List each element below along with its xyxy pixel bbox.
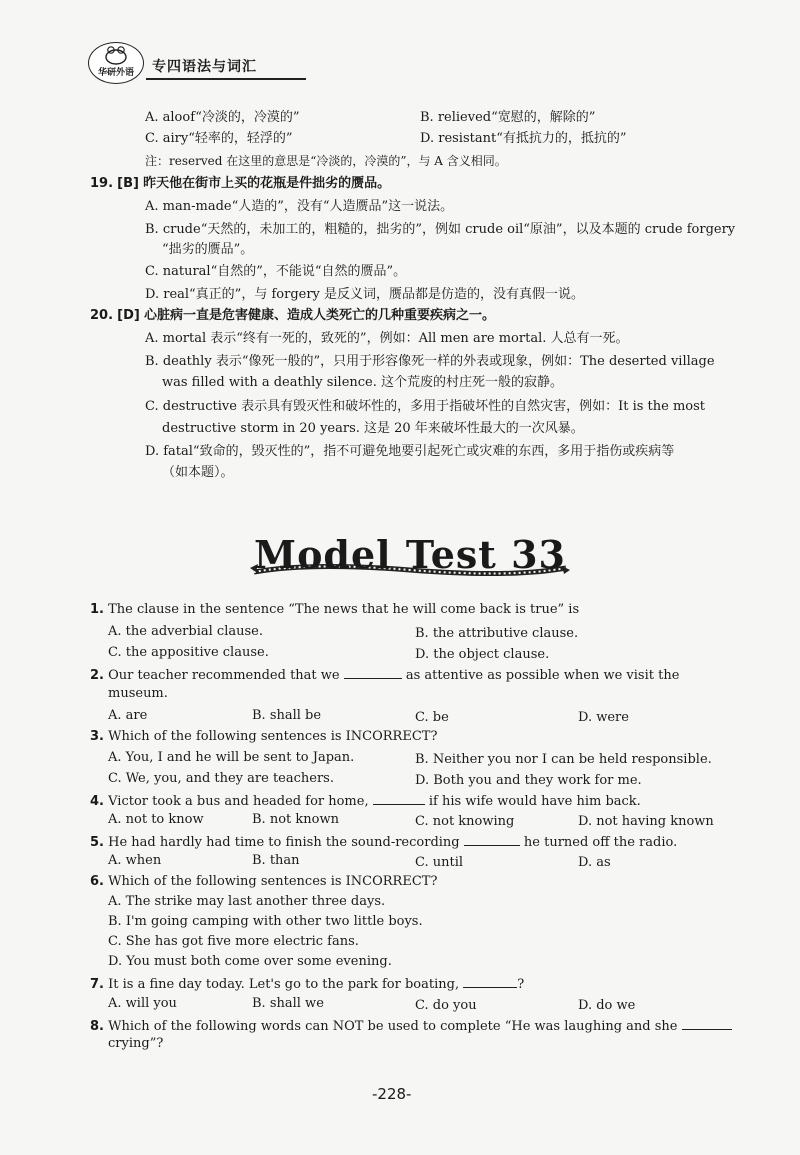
option-c: C. the appositive clause. <box>108 645 269 660</box>
question-2 <box>90 666 679 684</box>
explanation-b: B. crude“天然的，未加工的，粗糙的，拙劣的”，例如 crude oil“原油”，以及本题的 crude forgery <box>145 222 736 237</box>
question-stem: Which of the following sentences is INCORRECT? <box>108 729 438 744</box>
question-stem-cont: ? <box>517 977 525 992</box>
option-d: D. were <box>578 710 629 725</box>
question-5 <box>90 833 677 851</box>
option-b: B. than <box>252 853 300 868</box>
question-number: 2. <box>90 668 104 683</box>
explanation-a: A. mortal 表示“终有一死的，致死的”，例如：All men are mortal. 人总有一死。 <box>145 331 629 346</box>
answer-note: 注：reserved 在这里的意思是“冷淡的，冷漠的”，与 A 含义相同。 <box>145 154 507 168</box>
question-stem: It is a fine day today. Let's go to the park for boating, <box>108 977 460 992</box>
option-a: A. are <box>108 708 148 723</box>
question-stem: He had hardly had time to finish the sound-recording <box>108 835 460 850</box>
explanation-a: A. man-made“人造的”，没有“人造赝品”这一说法。 <box>145 199 454 214</box>
question-stem: Our teacher recommended that we <box>108 668 340 683</box>
option-a: A. not to know <box>108 812 204 827</box>
explanation-d: D. fatal“致命的，毁灭性的”，指不可避免地要引起死亡或灾难的东西，多用于指伤或疾病等 <box>145 444 675 459</box>
option-a: A. the adverbial clause. <box>108 624 263 639</box>
explanation-d-cont: （如本题）。 <box>162 465 234 480</box>
test-title: Model Test 33 <box>254 532 566 577</box>
option-b: B. Neither you nor I can be held responsible. <box>415 752 712 767</box>
question-number: 1. <box>90 602 104 617</box>
option-c: C. She has got five more electric fans. <box>108 934 359 949</box>
question-8 <box>90 1017 732 1035</box>
question-stem: The clause in the sentence “The news that he will come back is true” is <box>108 602 580 617</box>
option-b: B. shall we <box>252 996 324 1011</box>
option-a: A. You, I and he will be sent to Japan. <box>108 750 355 765</box>
question-4 <box>90 792 641 810</box>
answer-key: [B] <box>117 176 139 191</box>
question-stem: Which of the following sentences is INCORRECT? <box>108 874 438 889</box>
publisher-logo <box>88 42 144 84</box>
question-3 <box>90 729 437 745</box>
question-number: 7. <box>90 977 104 992</box>
answer-translation: 心脏病一直是危害健康、造成人类死亡的几种重要疾病之一。 <box>144 308 496 323</box>
option-c: C. do you <box>415 998 477 1013</box>
option-b: B. not known <box>252 812 339 827</box>
logo-icon <box>103 45 129 65</box>
answer-19-heading <box>90 176 390 192</box>
answer-translation: 昨天他在街市上买的花瓶是件拙劣的赝品。 <box>143 176 391 191</box>
question-stem-cont: as attentive as possible when we visit the <box>405 668 680 683</box>
option-d: D. You must both come over some evening. <box>108 954 392 969</box>
option-b: B. I'm going camping with other two little boys. <box>108 914 423 929</box>
question-6 <box>90 874 437 890</box>
explanation-b-cont: was filled with a deathly silence. 这个荒废的村庄死一般的寂静。 <box>162 375 564 390</box>
explanation-c-cont: destructive storm in 20 years. 这是 20 年来破坏性最大的一次风暴。 <box>162 421 584 436</box>
explanation-c: C. destructive 表示具有毁灭性和破坏性的，多用于指破坏性的自然灾害，例如：It is the most <box>145 399 706 414</box>
option-d: D. not having known <box>578 814 714 829</box>
question-stem: Victor took a bus and headed for home, <box>108 794 369 809</box>
answer-blank <box>682 1017 732 1030</box>
page-number: -228- <box>372 1085 412 1103</box>
question-number: 19. <box>90 176 114 191</box>
option-d: D. do we <box>578 998 636 1013</box>
question-number: 20. <box>90 308 114 323</box>
question-number: 8. <box>90 1019 104 1034</box>
option-c: C. not knowing <box>415 814 515 829</box>
option-b: B. the attributive clause. <box>415 626 579 641</box>
book-title: 专四语法与词汇 <box>152 59 257 75</box>
option-a: A. when <box>108 853 162 868</box>
page-header <box>88 42 728 84</box>
option-b: B. shall be <box>252 708 322 723</box>
logo-text: 华研外语 <box>97 68 134 78</box>
answer-blank <box>463 975 517 988</box>
answer-key: [D] <box>117 308 140 323</box>
option-a: A. will you <box>108 996 177 1011</box>
option-a: A. aloof“冷淡的，冷漠的” <box>145 110 300 125</box>
explanation-b-cont: “拙劣的赝品”。 <box>162 242 254 257</box>
question-stem-line2: museum. <box>108 686 168 701</box>
answer-20-heading <box>90 308 495 324</box>
question-number: 6. <box>90 874 104 889</box>
question-stem-cont: he turned off the radio. <box>523 835 678 850</box>
option-c: C. We, you, and they are teachers. <box>108 771 334 786</box>
option-b: B. relieved“宽慰的，解除的” <box>420 110 596 125</box>
answer-blank <box>344 666 402 679</box>
question-1 <box>90 602 579 618</box>
question-7 <box>90 975 524 993</box>
option-d: D. the object clause. <box>415 647 550 662</box>
question-number: 3. <box>90 729 104 744</box>
question-number: 5. <box>90 835 104 850</box>
option-d: D. resistant“有抵抗力的，抵抗的” <box>420 131 627 146</box>
header-divider <box>146 78 306 80</box>
option-a: A. The strike may last another three days. <box>108 894 386 909</box>
question-stem-line2: crying”? <box>108 1036 164 1051</box>
option-c: C. airy“轻率的，轻浮的” <box>145 131 293 146</box>
answer-blank <box>373 792 425 805</box>
test-title-banner <box>250 530 570 582</box>
option-d: D. as <box>578 855 611 870</box>
answer-blank <box>464 833 520 846</box>
explanation-b: B. deathly 表示“像死一般的”，只用于形容像死一样的外表或现象，例如：The deserted village <box>145 354 715 369</box>
question-stem: Which of the following words can NOT be used to complete “He was laughing and she <box>108 1019 678 1034</box>
option-d: D. Both you and they work for me. <box>415 773 642 788</box>
option-c: C. until <box>415 855 464 870</box>
explanation-d: D. real“真正的”，与 forgery 是反义词，赝品都是仿造的，没有真假一说。 <box>145 287 585 302</box>
question-number: 4. <box>90 794 104 809</box>
question-stem-cont: if his wife would have him back. <box>428 794 641 809</box>
explanation-c: C. natural“自然的”，不能说“自然的赝品”。 <box>145 264 407 279</box>
option-c: C. be <box>415 710 449 725</box>
